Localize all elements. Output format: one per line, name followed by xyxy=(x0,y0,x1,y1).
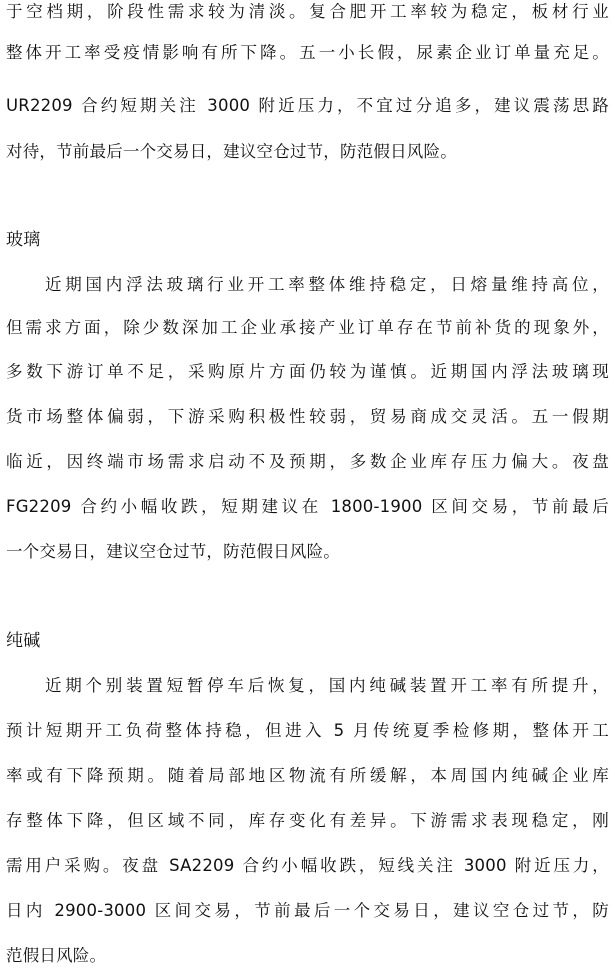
soda-line-7: 范假日风险。 xyxy=(6,946,107,965)
soda-line-4: 存整体下降，但区域不同，库存变化有差异。下游需求表现稳定，刚 xyxy=(6,811,609,830)
soda-line-2: 预计短期开工负荷整体持稳，但进入 5 月传统夏季检修期，整体开工 xyxy=(6,721,609,740)
glass-line-2: 但需求方面，除少数深加工企业承接产业订单存在节前补货的现象外， xyxy=(6,318,609,337)
section-heading-glass: 玻璃 xyxy=(6,230,41,250)
glass-line-1: 近期国内浮法玻璃行业开工率整体维持稳定，日熔量维持高位， xyxy=(45,275,609,294)
glass-line-7: 一个交易日，建议空仓过节，防范假日风险。 xyxy=(6,542,340,561)
glass-line-4: 货市场整体偏弱，下游采购积极性较弱，贸易商成交灵活。五一假期 xyxy=(6,407,609,426)
intro-line-4: 对待，节前最后一个交易日，建议空仓过节，防范假日风险。 xyxy=(6,142,457,161)
intro-line-1: 于空档期，阶段性需求较为清淡。复合肥开工率较为稳定，板材行业 xyxy=(6,2,609,21)
soda-line-5: 需用户采购。夜盘 SA2209 合约小幅收跌，短线关注 3000 附近压力， xyxy=(6,856,609,875)
glass-line-5: 临近，因终端市场需求启动不及预期，多数企业库存压力偏大。夜盘 xyxy=(6,452,609,471)
intro-line-3: UR2209 合约短期关注 3000 附近压力，不宜过分追多，建议震荡思路 xyxy=(6,96,609,115)
soda-line-6: 日内 2900-3000 区间交易，节前最后一个交易日，建议空仓过节，防 xyxy=(6,901,609,920)
glass-line-3: 多数下游订单不足，采购原片方面仍较为谨慎。近期国内浮法玻璃现 xyxy=(6,362,609,381)
soda-line-1: 近期个别装置短暂停车后恢复，国内纯碱装置开工率有所提升， xyxy=(45,676,609,695)
section-heading-soda-ash: 纯碱 xyxy=(6,631,41,651)
intro-line-2: 整体开工率受疫情影响有所下降。五一小长假，尿素企业订单量充足。 xyxy=(6,43,609,62)
glass-line-6: FG2209 合约小幅收跌，短期建议在 1800-1900 区间交易，节前最后 xyxy=(6,497,609,516)
soda-line-3: 率或有下降预期。随着局部地区物流有所缓解，本周国内纯碱企业库 xyxy=(6,766,609,785)
